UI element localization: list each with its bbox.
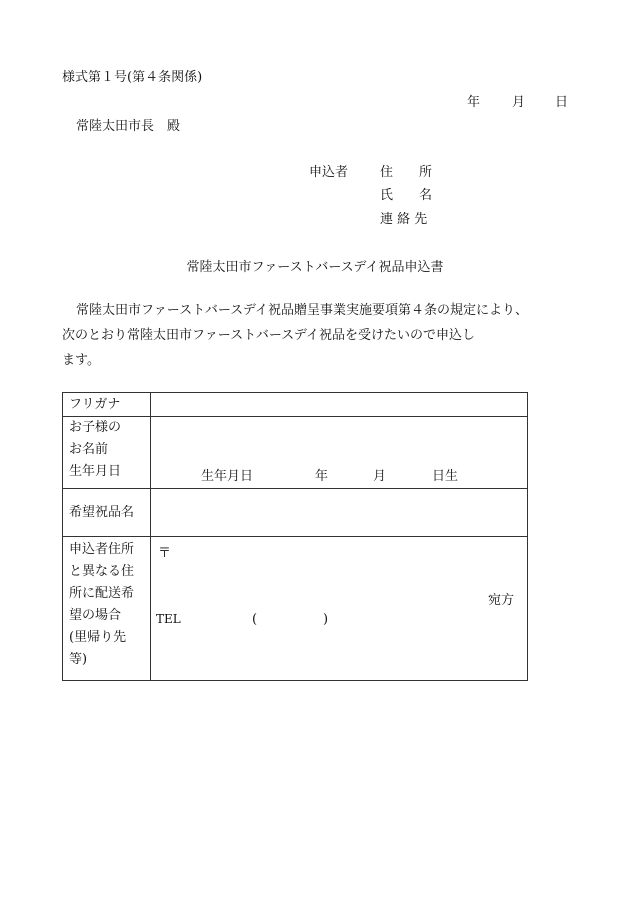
gift-field[interactable] [151,489,528,537]
addr-label-line-1: 申込者住所 [69,542,135,557]
date-month-label: 月 [512,95,526,110]
birth-day-label: 日生 [432,469,459,484]
application-table [62,392,528,681]
page-title: 常陸太田市ファーストバースデイ祝品申込書 [186,260,444,275]
addr-label-line-6: 等) [69,652,88,667]
child-field[interactable] [151,417,528,489]
addr-label-line-2: と異なる住 [69,564,135,579]
tel-paren-open: ( [252,612,258,627]
delivery-address-field[interactable] [151,537,528,681]
addressee: 常陸太田市長 殿 [76,119,181,134]
furigana-field[interactable] [151,393,528,417]
applicant-address-label: 住 所 [380,165,433,180]
child-label-line-1: お子様の [69,420,122,435]
date-day-label: 日 [555,95,569,110]
addr-label-line-3: 所に配送希 [69,586,135,601]
body-text [62,298,582,373]
furigana-label: フリガナ [63,393,151,417]
child-label-line-2: お名前 [69,442,109,457]
child-label [63,417,151,489]
table-row-delivery-address [63,537,528,681]
addr-label-line-5: (里帰り先 [69,630,127,645]
table-row-gift [63,489,528,537]
birth-year-label: 年 [315,469,329,484]
tel-paren-close: ) [323,612,329,627]
body-line-3: ます。 [62,353,100,368]
applicant-label: 申込者 [309,165,349,180]
delivery-address-label [63,537,151,681]
date-year-label: 年 [467,95,481,110]
child-label-line-3: 生年月日 [69,464,122,479]
postal-mark: 〒 [158,546,172,561]
form-number: 様式第１号(第４条関係) [62,70,203,85]
table-row-child [63,417,528,489]
birthdate-label: 生年月日 [201,469,254,484]
applicant-contact-label: 連 絡 先 [380,212,428,227]
body-line-2: 次のとおり常陸太田市ファーストバースデイ祝品を受けたいので申込し [62,328,476,343]
addr-label-line-4: 望の場合 [69,608,122,623]
body-line-1: 常陸太田市ファーストバースデイ祝品贈呈事業実施要項第４条の規定により、 [76,303,529,318]
applicant-name-label: 氏 名 [380,188,433,203]
gift-label: 希望祝品名 [63,489,151,537]
birth-month-label: 月 [373,469,387,484]
tel-label: TEL [156,612,181,626]
table-row-furigana [63,393,528,417]
recipient-suffix: 宛方 [488,593,515,608]
